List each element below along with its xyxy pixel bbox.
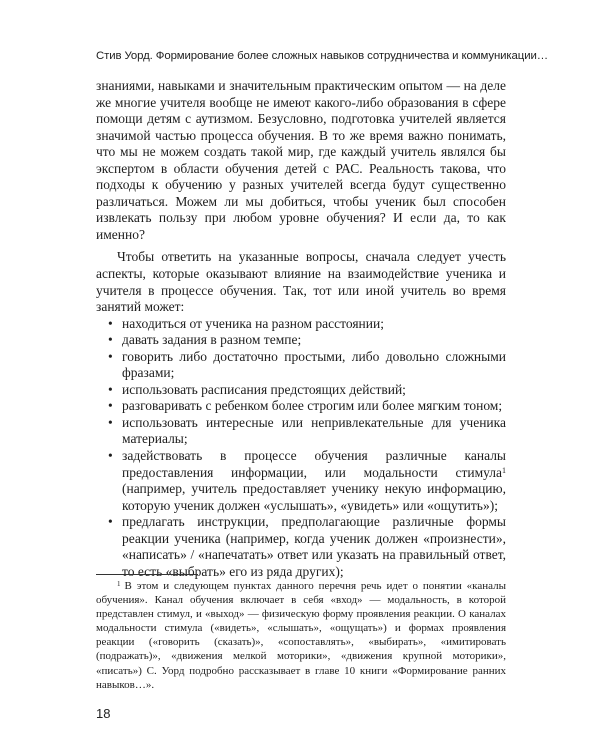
paragraph-2: Чтобы ответить на указанные вопросы, сначала следует учесть аспекты, которые оказывают влияние на взаимодействие ученика и учителя в процессе обучения. Так, тот или иной учитель во время занятий может: bbox=[96, 249, 506, 315]
bullet-icon: • bbox=[108, 414, 113, 430]
list-item-text: использовать расписания предстоящих действий; bbox=[122, 381, 406, 397]
list-item-text: давать задания в разном темпе; bbox=[122, 332, 302, 348]
list-item bbox=[96, 332, 506, 349]
list-item-text: находиться от ученика на разном расстоянии; bbox=[122, 315, 384, 331]
bullet-icon: • bbox=[108, 398, 113, 414]
list-item bbox=[96, 349, 506, 382]
bullet-icon: • bbox=[108, 348, 113, 364]
footnote bbox=[96, 579, 506, 692]
list-item-text: разговаривать с ребенком более строгим или более мягким тоном; bbox=[122, 398, 503, 414]
page-number: 18 bbox=[96, 706, 111, 721]
list-item bbox=[96, 382, 506, 399]
list-item-text: (например, учитель предоставляет ученику некую информацию, которую ученик должен «услышать», «увидеть» или «ощутить»); bbox=[122, 481, 506, 513]
bullet-list bbox=[96, 316, 506, 581]
bullet-icon: • bbox=[108, 514, 113, 530]
bullet-icon: • bbox=[108, 381, 113, 397]
main-text bbox=[96, 78, 506, 580]
footnote-text: В этом и следующем пунктах данного перечня речь идет о понятии «каналы обучения». Канал обучения включает в себя «вход» — модальность, в которой представлен стимул, и «выход» — физическую форму проявления реакции. О каналах модальности стимула («видеть», «слышать», «ощущать») и формах проявления реакции («говорить (сказать)», «сопоставлять», «выбирать», «имитировать (подражать)», «движения мелкой моторики», «движения крупной моторики», «писать») С. Уорд подробно рассказывает в главе 10 книги «Формирование ранних навыков…». bbox=[96, 580, 506, 691]
running-head: Стив Уорд. Формирование более сложных навыков сотрудничества и коммуникации… bbox=[96, 50, 549, 62]
list-item bbox=[96, 398, 506, 415]
bullet-icon: • bbox=[108, 332, 113, 348]
bullet-icon: • bbox=[108, 448, 113, 464]
list-item bbox=[96, 448, 506, 514]
footnote-reference[interactable]: 1 bbox=[502, 465, 506, 475]
paragraph-1: знаниями, навыками и значительным практическим опытом — на деле же многие учителя вообще не имеют какого-либо образования в сфере помощи детям с аутизмом. Безусловно, подготовка учителей является значимой частью процесса обучения. В то же время важно понимать, что мы не можем создать такой мир, где каждый учитель являлся бы экспертом в области обучения детей с РАС. Реальность такова, что подходы к обучению у разных учителей всегда будут существенно различаться. Можем ли мы добиться, чтобы ученик был способен извлекать пользу при любом уровне обучения? И если да, то как именно? bbox=[96, 78, 506, 242]
bullet-icon: • bbox=[108, 315, 113, 331]
list-item-text: использовать интересные или непривлекательные для ученика материалы; bbox=[122, 414, 506, 447]
footnote-marker: 1 bbox=[117, 580, 121, 588]
list-item bbox=[96, 415, 506, 448]
footnote-divider bbox=[96, 574, 198, 575]
list-item-text: предлагать инструкции, предполагающие различные формы реакции ученика (например, когда ученик должен «произнести», «написать» / «напечатать» ответ или указать на правильный ответ, то есть «выбрать» его из ряда других); bbox=[122, 514, 506, 579]
list-item bbox=[96, 514, 506, 580]
list-item-text: задействовать в процессе обучения различные каналы предоставления информации, или модальности стимула bbox=[122, 448, 506, 480]
list-item-text: говорить либо достаточно простыми, либо довольно сложными фразами; bbox=[122, 348, 506, 381]
list-item bbox=[96, 316, 506, 333]
